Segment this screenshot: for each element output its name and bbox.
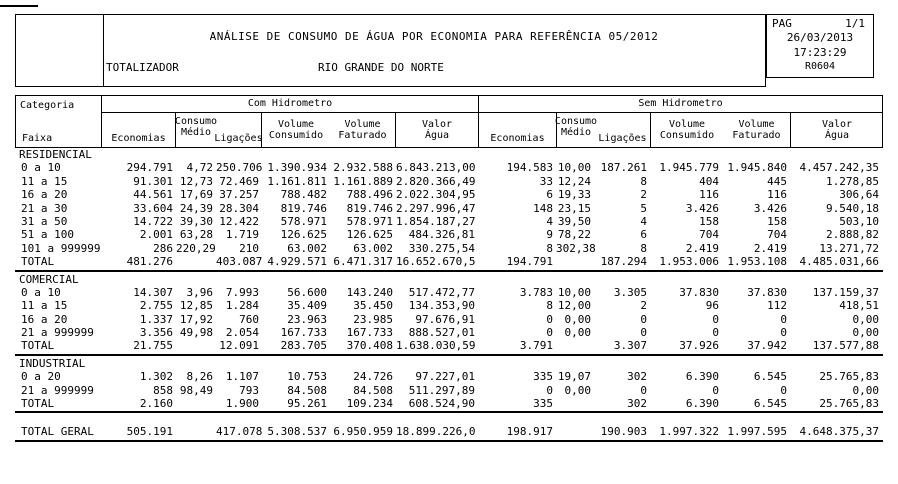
cell-com-volume-consumido: 10.753 xyxy=(287,370,327,384)
total-row xyxy=(15,339,883,352)
corner-cell xyxy=(16,96,102,147)
col-com-volume-consumido: Volume Consumido xyxy=(268,119,324,141)
table-body xyxy=(15,148,883,443)
cell-com-ligacoes: 1.107 xyxy=(225,370,259,384)
cell-com-ligacoes: 7.993 xyxy=(225,285,259,299)
cell-sem-volume-consumido: 2.419 xyxy=(685,241,719,255)
cell-sem-consumo-medio: 19,33 xyxy=(557,188,591,202)
cell-com-ligacoes: 403.087 xyxy=(216,255,263,269)
group-com-hidrometro xyxy=(102,96,478,147)
col-com-valor-agua: Valor Água xyxy=(421,119,453,141)
cell-com-economias: 1.302 xyxy=(139,370,173,384)
cell-sem-economias: 148 xyxy=(533,201,553,215)
cell-sem-economias: 0 xyxy=(546,312,553,326)
cell-sem-valor-agua: 306,64 xyxy=(839,188,879,202)
cell-sem-volume-consumido: 704 xyxy=(699,228,719,242)
cell-sem-ligacoes: 6 xyxy=(640,228,647,242)
cell-faixa: TOTAL GERAL xyxy=(21,425,94,439)
cell-sem-volume-consumido: 158 xyxy=(699,214,719,228)
cell-sem-economias: 0 xyxy=(546,326,553,340)
cell-sem-volume-consumido: 6.390 xyxy=(685,370,719,384)
cell-sem-ligacoes: 0 xyxy=(640,312,647,326)
cell-com-economias: 505.191 xyxy=(126,425,173,439)
cell-sem-valor-agua: 4.485.031,66 xyxy=(799,255,879,269)
cell-com-volume-faturado: 35.450 xyxy=(353,299,393,313)
cell-sem-volume-consumido: 6.390 xyxy=(685,397,719,411)
cell-com-ligacoes: 72.469 xyxy=(219,174,259,188)
cell-com-volume-consumido: 84.508 xyxy=(287,383,327,397)
table-row xyxy=(15,286,883,299)
cell-com-ligacoes: 1.900 xyxy=(225,397,259,411)
cell-com-volume-consumido: 1.161.811 xyxy=(267,174,327,188)
cell-faixa: 16 a 20 xyxy=(21,188,68,202)
group-sem-label: Sem Hidrometro xyxy=(479,96,882,113)
group-com-label: Com Hidrometro xyxy=(102,96,478,113)
cell-sem-volume-faturado: 445 xyxy=(767,174,787,188)
cell-sem-valor-agua: 137.159,37 xyxy=(812,285,879,299)
cell-com-valor-agua: 2.820.366,49 xyxy=(396,174,476,188)
cell-sem-ligacoes: 0 xyxy=(640,383,647,397)
cell-sem-consumo-medio: 19,07 xyxy=(557,370,591,384)
cell-sem-ligacoes: 8 xyxy=(640,174,647,188)
cell-com-consumo-medio: 49,98 xyxy=(179,326,213,340)
cell-sem-economias: 8 xyxy=(546,299,553,313)
section-header-row: COMERCIAL xyxy=(19,272,79,286)
cell-com-ligacoes: 2.054 xyxy=(225,326,259,340)
cell-com-consumo-medio: 3,96 xyxy=(186,285,213,299)
table-row xyxy=(15,215,883,228)
cell-com-ligacoes: 417.078 xyxy=(216,425,263,439)
cell-sem-consumo-medio: 0,00 xyxy=(564,312,591,326)
cell-com-volume-faturado: 6.471.317 xyxy=(333,255,393,269)
cell-faixa: 31 a 50 xyxy=(21,214,68,228)
cell-com-economias: 91.301 xyxy=(133,174,173,188)
cell-sem-valor-agua: 503,10 xyxy=(839,214,879,228)
cell-com-ligacoes: 760 xyxy=(239,312,259,326)
section-separator xyxy=(15,411,883,413)
cell-sem-valor-agua: 137.577,88 xyxy=(812,339,879,353)
col-com-volume-faturado: Volume Faturado xyxy=(330,113,396,147)
section-separator xyxy=(15,270,883,272)
report-mode-label: TOTALIZADOR xyxy=(106,61,179,74)
cell-com-consumo-medio: 17,92 xyxy=(179,312,213,326)
col-sem-ligacoes: Ligações xyxy=(595,113,651,147)
cell-sem-volume-faturado: 6.545 xyxy=(753,370,787,384)
cell-com-ligacoes: 12.091 xyxy=(219,339,259,353)
cell-com-volume-consumido: 23.963 xyxy=(287,312,327,326)
col-sem-economias: Economias xyxy=(479,113,557,147)
cell-sem-volume-consumido: 37.830 xyxy=(679,285,719,299)
cell-com-economias: 33.604 xyxy=(133,201,173,215)
col-sem-volume-faturado: Volume Faturado xyxy=(723,113,791,147)
cell-com-ligacoes: 250.706 xyxy=(216,161,263,175)
cell-com-volume-faturado: 370.408 xyxy=(346,339,393,353)
section-separator xyxy=(15,354,883,356)
col-sem-consumo-medio: Consumo Médio xyxy=(554,116,598,138)
cell-com-volume-consumido: 5.308.537 xyxy=(267,425,327,439)
cell-sem-volume-faturado: 1.953.108 xyxy=(727,255,787,269)
cell-com-volume-faturado: 1.161.889 xyxy=(333,174,393,188)
cell-sem-ligacoes: 2 xyxy=(640,299,647,313)
cell-faixa: 0 a 10 xyxy=(21,161,61,175)
group-sem-hidrometro xyxy=(478,96,882,147)
table-row xyxy=(15,175,883,188)
cell-sem-valor-agua: 2.888,82 xyxy=(826,228,879,242)
cell-com-consumo-medio: 12,73 xyxy=(179,174,213,188)
cell-com-economias: 1.337 xyxy=(139,312,173,326)
cell-sem-valor-agua: 25.765,83 xyxy=(819,397,879,411)
cell-sem-ligacoes: 187.294 xyxy=(600,255,647,269)
table-row xyxy=(15,228,883,241)
cell-faixa: 51 a 100 xyxy=(21,228,74,242)
cell-faixa: 0 a 20 xyxy=(21,370,61,384)
cell-sem-consumo-medio: 0,00 xyxy=(564,326,591,340)
cell-sem-volume-faturado: 37.942 xyxy=(747,339,787,353)
cell-com-ligacoes: 12.422 xyxy=(219,214,259,228)
cell-sem-economias: 6 xyxy=(546,188,553,202)
cell-sem-valor-agua: 0,00 xyxy=(852,312,879,326)
cell-com-volume-faturado: 84.508 xyxy=(353,383,393,397)
total-geral-row xyxy=(15,425,883,438)
cell-sem-volume-consumido: 1.945.779 xyxy=(659,161,719,175)
cell-sem-economias: 335 xyxy=(533,370,553,384)
cell-sem-valor-agua: 13.271,72 xyxy=(819,241,879,255)
cell-com-valor-agua: 484.326,81 xyxy=(408,228,475,242)
cell-com-economias: 2.001 xyxy=(139,228,173,242)
cell-com-valor-agua: 18.899.226,0 xyxy=(396,425,476,439)
cell-com-volume-faturado: 109.234 xyxy=(346,397,393,411)
cell-com-economias: 858 xyxy=(153,383,173,397)
cell-sem-economias: 194.583 xyxy=(506,161,553,175)
cell-sem-consumo-medio: 39,50 xyxy=(557,214,591,228)
cell-sem-volume-faturado: 0 xyxy=(780,326,787,340)
cell-com-volume-faturado: 819.746 xyxy=(346,201,393,215)
cell-sem-volume-consumido: 1.997.322 xyxy=(659,425,719,439)
cell-com-valor-agua: 1.638.030,59 xyxy=(396,339,476,353)
cell-com-consumo-medio xyxy=(176,255,216,268)
cell-sem-volume-faturado: 2.419 xyxy=(753,241,787,255)
cell-faixa: TOTAL xyxy=(21,255,55,269)
cell-com-valor-agua: 1.854.187,27 xyxy=(396,214,476,228)
cell-com-consumo-medio xyxy=(176,339,216,352)
cell-faixa: 101 a 999999 xyxy=(21,241,101,255)
cell-com-valor-agua: 511.297,89 xyxy=(408,383,475,397)
table-row xyxy=(15,299,883,312)
cell-com-volume-faturado: 126.625 xyxy=(346,228,393,242)
cell-sem-volume-faturado: 37.830 xyxy=(747,285,787,299)
col-sem-volume-consumido: Volume Consumido xyxy=(659,119,715,141)
cell-sem-volume-faturado: 0 xyxy=(780,312,787,326)
cell-sem-valor-agua: 4.457.242,35 xyxy=(799,161,879,175)
cell-com-economias: 481.276 xyxy=(126,255,173,269)
cell-com-economias: 2.160 xyxy=(139,397,173,411)
cell-faixa: 21 a 30 xyxy=(21,201,68,215)
cell-com-consumo-medio: 39,30 xyxy=(179,214,213,228)
report-time: 17:23:29 xyxy=(793,46,847,59)
cell-com-economias: 3.356 xyxy=(139,326,173,340)
cell-com-volume-faturado: 24.726 xyxy=(353,370,393,384)
cell-com-ligacoes: 28.304 xyxy=(219,201,259,215)
cell-com-volume-faturado: 167.733 xyxy=(346,326,393,340)
cell-com-volume-faturado: 6.950.959 xyxy=(333,425,393,439)
cell-sem-consumo-medio: 10,00 xyxy=(557,161,591,175)
cell-faixa: TOTAL xyxy=(21,339,55,353)
cell-sem-valor-agua: 1.278,85 xyxy=(826,174,879,188)
table-row xyxy=(15,161,883,174)
cell-com-volume-consumido: 1.390.934 xyxy=(267,161,327,175)
col-com-economias: Economias xyxy=(102,113,176,147)
cell-com-valor-agua: 97.676,91 xyxy=(415,312,475,326)
col-sem-valor-agua: Valor Água xyxy=(821,119,853,141)
cell-com-consumo-medio xyxy=(176,425,216,438)
table-row xyxy=(15,188,883,201)
cell-com-consumo-medio: 220,29 xyxy=(176,241,216,255)
cell-sem-ligacoes: 187.261 xyxy=(600,161,647,175)
cell-com-economias: 44.561 xyxy=(133,188,173,202)
cell-com-volume-consumido: 283.705 xyxy=(280,339,327,353)
cell-sem-volume-faturado: 158 xyxy=(767,214,787,228)
cell-sem-economias: 8 xyxy=(546,241,553,255)
cell-com-consumo-medio: 8,26 xyxy=(186,370,213,384)
cell-sem-volume-faturado: 0 xyxy=(780,383,787,397)
cell-com-volume-consumido: 819.746 xyxy=(280,201,327,215)
cell-sem-volume-consumido: 116 xyxy=(699,188,719,202)
cell-sem-ligacoes: 3.305 xyxy=(613,285,647,299)
total-row xyxy=(15,255,883,268)
table-row xyxy=(15,326,883,339)
cell-com-consumo-medio: 98,49 xyxy=(179,383,213,397)
cell-com-consumo-medio: 4,72 xyxy=(186,161,213,175)
report-code: R0604 xyxy=(804,61,836,72)
cell-com-volume-consumido: 56.600 xyxy=(287,285,327,299)
cell-com-volume-faturado: 143.240 xyxy=(346,285,393,299)
cell-sem-economias: 9 xyxy=(546,228,553,242)
report-date: 26/03/2013 xyxy=(786,31,854,44)
cell-com-valor-agua: 2.297.996,47 xyxy=(396,201,476,215)
page-number: 1/1 xyxy=(845,17,865,30)
cell-com-valor-agua: 16.652.670,5 xyxy=(396,255,476,269)
cell-sem-consumo-medio xyxy=(556,425,594,438)
cell-com-consumo-medio xyxy=(176,397,216,410)
cell-com-consumo-medio: 63,28 xyxy=(179,228,213,242)
cell-com-volume-consumido: 578.971 xyxy=(280,214,327,228)
cell-com-economias: 294.791 xyxy=(126,161,173,175)
header-divider xyxy=(103,15,104,86)
cell-sem-ligacoes: 8 xyxy=(640,241,647,255)
cell-sem-volume-consumido: 3.426 xyxy=(685,201,719,215)
cell-sem-valor-agua: 9.540,18 xyxy=(826,201,879,215)
cell-com-volume-consumido: 788.482 xyxy=(280,188,327,202)
spacer xyxy=(15,414,883,425)
cell-com-consumo-medio: 12,85 xyxy=(179,299,213,313)
cell-sem-consumo-medio: 302,38 xyxy=(556,241,596,255)
cell-com-economias: 286 xyxy=(153,241,173,255)
cell-sem-consumo-medio xyxy=(556,397,594,410)
cell-com-volume-consumido: 4.929.571 xyxy=(267,255,327,269)
cell-sem-economias: 335 xyxy=(533,397,553,411)
cell-com-volume-faturado: 23.985 xyxy=(353,312,393,326)
cell-com-ligacoes: 210 xyxy=(239,241,259,255)
cell-sem-volume-consumido: 1.953.006 xyxy=(659,255,719,269)
cell-sem-ligacoes: 5 xyxy=(640,201,647,215)
pag-label: PAG xyxy=(772,17,792,30)
total-row xyxy=(15,397,883,410)
report-title: ANÁLISE DE CONSUMO DE ÁGUA POR ECONOMIA PARA REFERÊNCIA 05/2012 xyxy=(209,30,659,43)
cell-sem-volume-consumido: 0 xyxy=(712,383,719,397)
cell-sem-valor-agua: 4.648.375,37 xyxy=(799,425,879,439)
cell-com-volume-consumido: 167.733 xyxy=(280,326,327,340)
page-corner-line xyxy=(0,5,38,7)
table-row xyxy=(15,384,883,397)
cell-sem-consumo-medio xyxy=(556,255,594,268)
cell-com-volume-faturado: 2.932.588 xyxy=(333,161,393,175)
cell-sem-consumo-medio: 23,15 xyxy=(557,201,591,215)
cell-sem-ligacoes: 0 xyxy=(640,326,647,340)
corner-categoria-label: Categoria xyxy=(20,100,75,111)
cell-sem-ligacoes: 302 xyxy=(627,397,647,411)
cell-com-volume-consumido: 126.625 xyxy=(280,228,327,242)
cell-faixa: 11 a 15 xyxy=(21,174,68,188)
cell-com-valor-agua: 517.472,77 xyxy=(408,285,475,299)
cell-sem-economias: 4 xyxy=(546,214,553,228)
cell-sem-economias: 0 xyxy=(546,383,553,397)
cell-sem-volume-consumido: 404 xyxy=(699,174,719,188)
cell-sem-consumo-medio: 10,00 xyxy=(557,285,591,299)
col-com-ligacoes: Ligações xyxy=(216,113,262,147)
cell-com-valor-agua: 608.524,90 xyxy=(408,397,475,411)
cell-sem-consumo-medio: 78,22 xyxy=(557,228,591,242)
cell-sem-volume-consumido: 0 xyxy=(712,326,719,340)
cell-sem-volume-faturado: 6.545 xyxy=(753,397,787,411)
table-row xyxy=(15,202,883,215)
table-row xyxy=(15,313,883,326)
cell-com-volume-consumido: 95.261 xyxy=(287,397,327,411)
cell-com-consumo-medio: 17,69 xyxy=(179,188,213,202)
cell-com-valor-agua: 888.527,01 xyxy=(408,326,475,340)
cell-com-economias: 21.755 xyxy=(133,339,173,353)
cell-com-volume-faturado: 788.496 xyxy=(346,188,393,202)
cell-sem-volume-faturado: 1.997.595 xyxy=(727,425,787,439)
cell-faixa: 21 a 999999 xyxy=(21,383,94,397)
cell-sem-ligacoes: 190.903 xyxy=(600,425,647,439)
cell-sem-volume-consumido: 0 xyxy=(712,312,719,326)
cell-sem-volume-faturado: 704 xyxy=(767,228,787,242)
cell-com-volume-consumido: 63.002 xyxy=(287,241,327,255)
cell-sem-volume-faturado: 3.426 xyxy=(753,201,787,215)
cell-sem-volume-consumido: 37.926 xyxy=(679,339,719,353)
cell-com-valor-agua: 2.022.304,95 xyxy=(396,188,476,202)
cell-sem-economias: 194.791 xyxy=(506,255,553,269)
cell-sem-ligacoes: 2 xyxy=(640,188,647,202)
cell-com-volume-consumido: 35.409 xyxy=(287,299,327,313)
page-info-box xyxy=(766,14,874,78)
cell-com-consumo-medio: 24,39 xyxy=(179,201,213,215)
cell-com-ligacoes: 1.284 xyxy=(225,299,259,313)
cell-sem-volume-faturado: 1.945.840 xyxy=(727,161,787,175)
cell-com-ligacoes: 1.719 xyxy=(225,228,259,242)
section-header-row: INDUSTRIAL xyxy=(19,356,86,370)
report-header-box xyxy=(15,14,766,87)
cell-sem-ligacoes: 302 xyxy=(627,370,647,384)
table-header xyxy=(15,95,883,148)
cell-com-economias: 14.722 xyxy=(133,214,173,228)
cell-faixa: 11 a 15 xyxy=(21,299,68,313)
cell-faixa: 0 a 10 xyxy=(21,285,61,299)
cell-sem-consumo-medio: 0,00 xyxy=(564,383,591,397)
cell-com-volume-faturado: 578.971 xyxy=(346,214,393,228)
section-header-row: RESIDENCIAL xyxy=(19,148,92,161)
cell-com-economias: 14.307 xyxy=(133,285,173,299)
cell-sem-volume-consumido: 96 xyxy=(705,299,719,313)
cell-sem-consumo-medio xyxy=(556,339,594,352)
cell-sem-economias: 3.783 xyxy=(519,285,553,299)
corner-faixa-label: Faixa xyxy=(22,133,53,144)
cell-sem-valor-agua: 0,00 xyxy=(852,383,879,397)
cell-sem-valor-agua: 25.765,83 xyxy=(819,370,879,384)
bottom-rule xyxy=(15,440,883,442)
cell-sem-ligacoes: 3.307 xyxy=(613,339,647,353)
cell-faixa: TOTAL xyxy=(21,397,55,411)
table-row xyxy=(15,370,883,383)
cell-sem-economias: 198.917 xyxy=(506,425,553,439)
cell-com-ligacoes: 37.257 xyxy=(219,188,259,202)
cell-sem-volume-faturado: 112 xyxy=(767,299,787,313)
cell-sem-valor-agua: 0,00 xyxy=(852,326,879,340)
cell-sem-valor-agua: 418,51 xyxy=(839,299,879,313)
cell-faixa: 21 a 999999 xyxy=(21,326,94,340)
cell-com-valor-agua: 330.275,54 xyxy=(408,241,475,255)
cell-com-valor-agua: 6.843.213,00 xyxy=(396,161,476,175)
cell-com-ligacoes: 793 xyxy=(239,383,259,397)
col-com-consumo-medio: Consumo Médio xyxy=(174,116,218,138)
cell-sem-volume-faturado: 116 xyxy=(767,188,787,202)
cell-sem-ligacoes: 4 xyxy=(640,214,647,228)
cell-com-valor-agua: 97.227,01 xyxy=(415,370,475,384)
cell-sem-economias: 33 xyxy=(539,174,553,188)
cell-sem-consumo-medio: 12,00 xyxy=(557,299,591,313)
cell-com-volume-faturado: 63.002 xyxy=(353,241,393,255)
cell-com-economias: 2.755 xyxy=(139,299,173,313)
cell-com-valor-agua: 134.353,90 xyxy=(408,299,475,313)
cell-sem-economias: 3.791 xyxy=(519,339,553,353)
report-region-label: RIO GRANDE DO NORTE xyxy=(318,61,444,74)
cell-sem-consumo-medio: 12,24 xyxy=(557,174,591,188)
cell-faixa: 16 a 20 xyxy=(21,312,68,326)
table-row xyxy=(15,242,883,255)
